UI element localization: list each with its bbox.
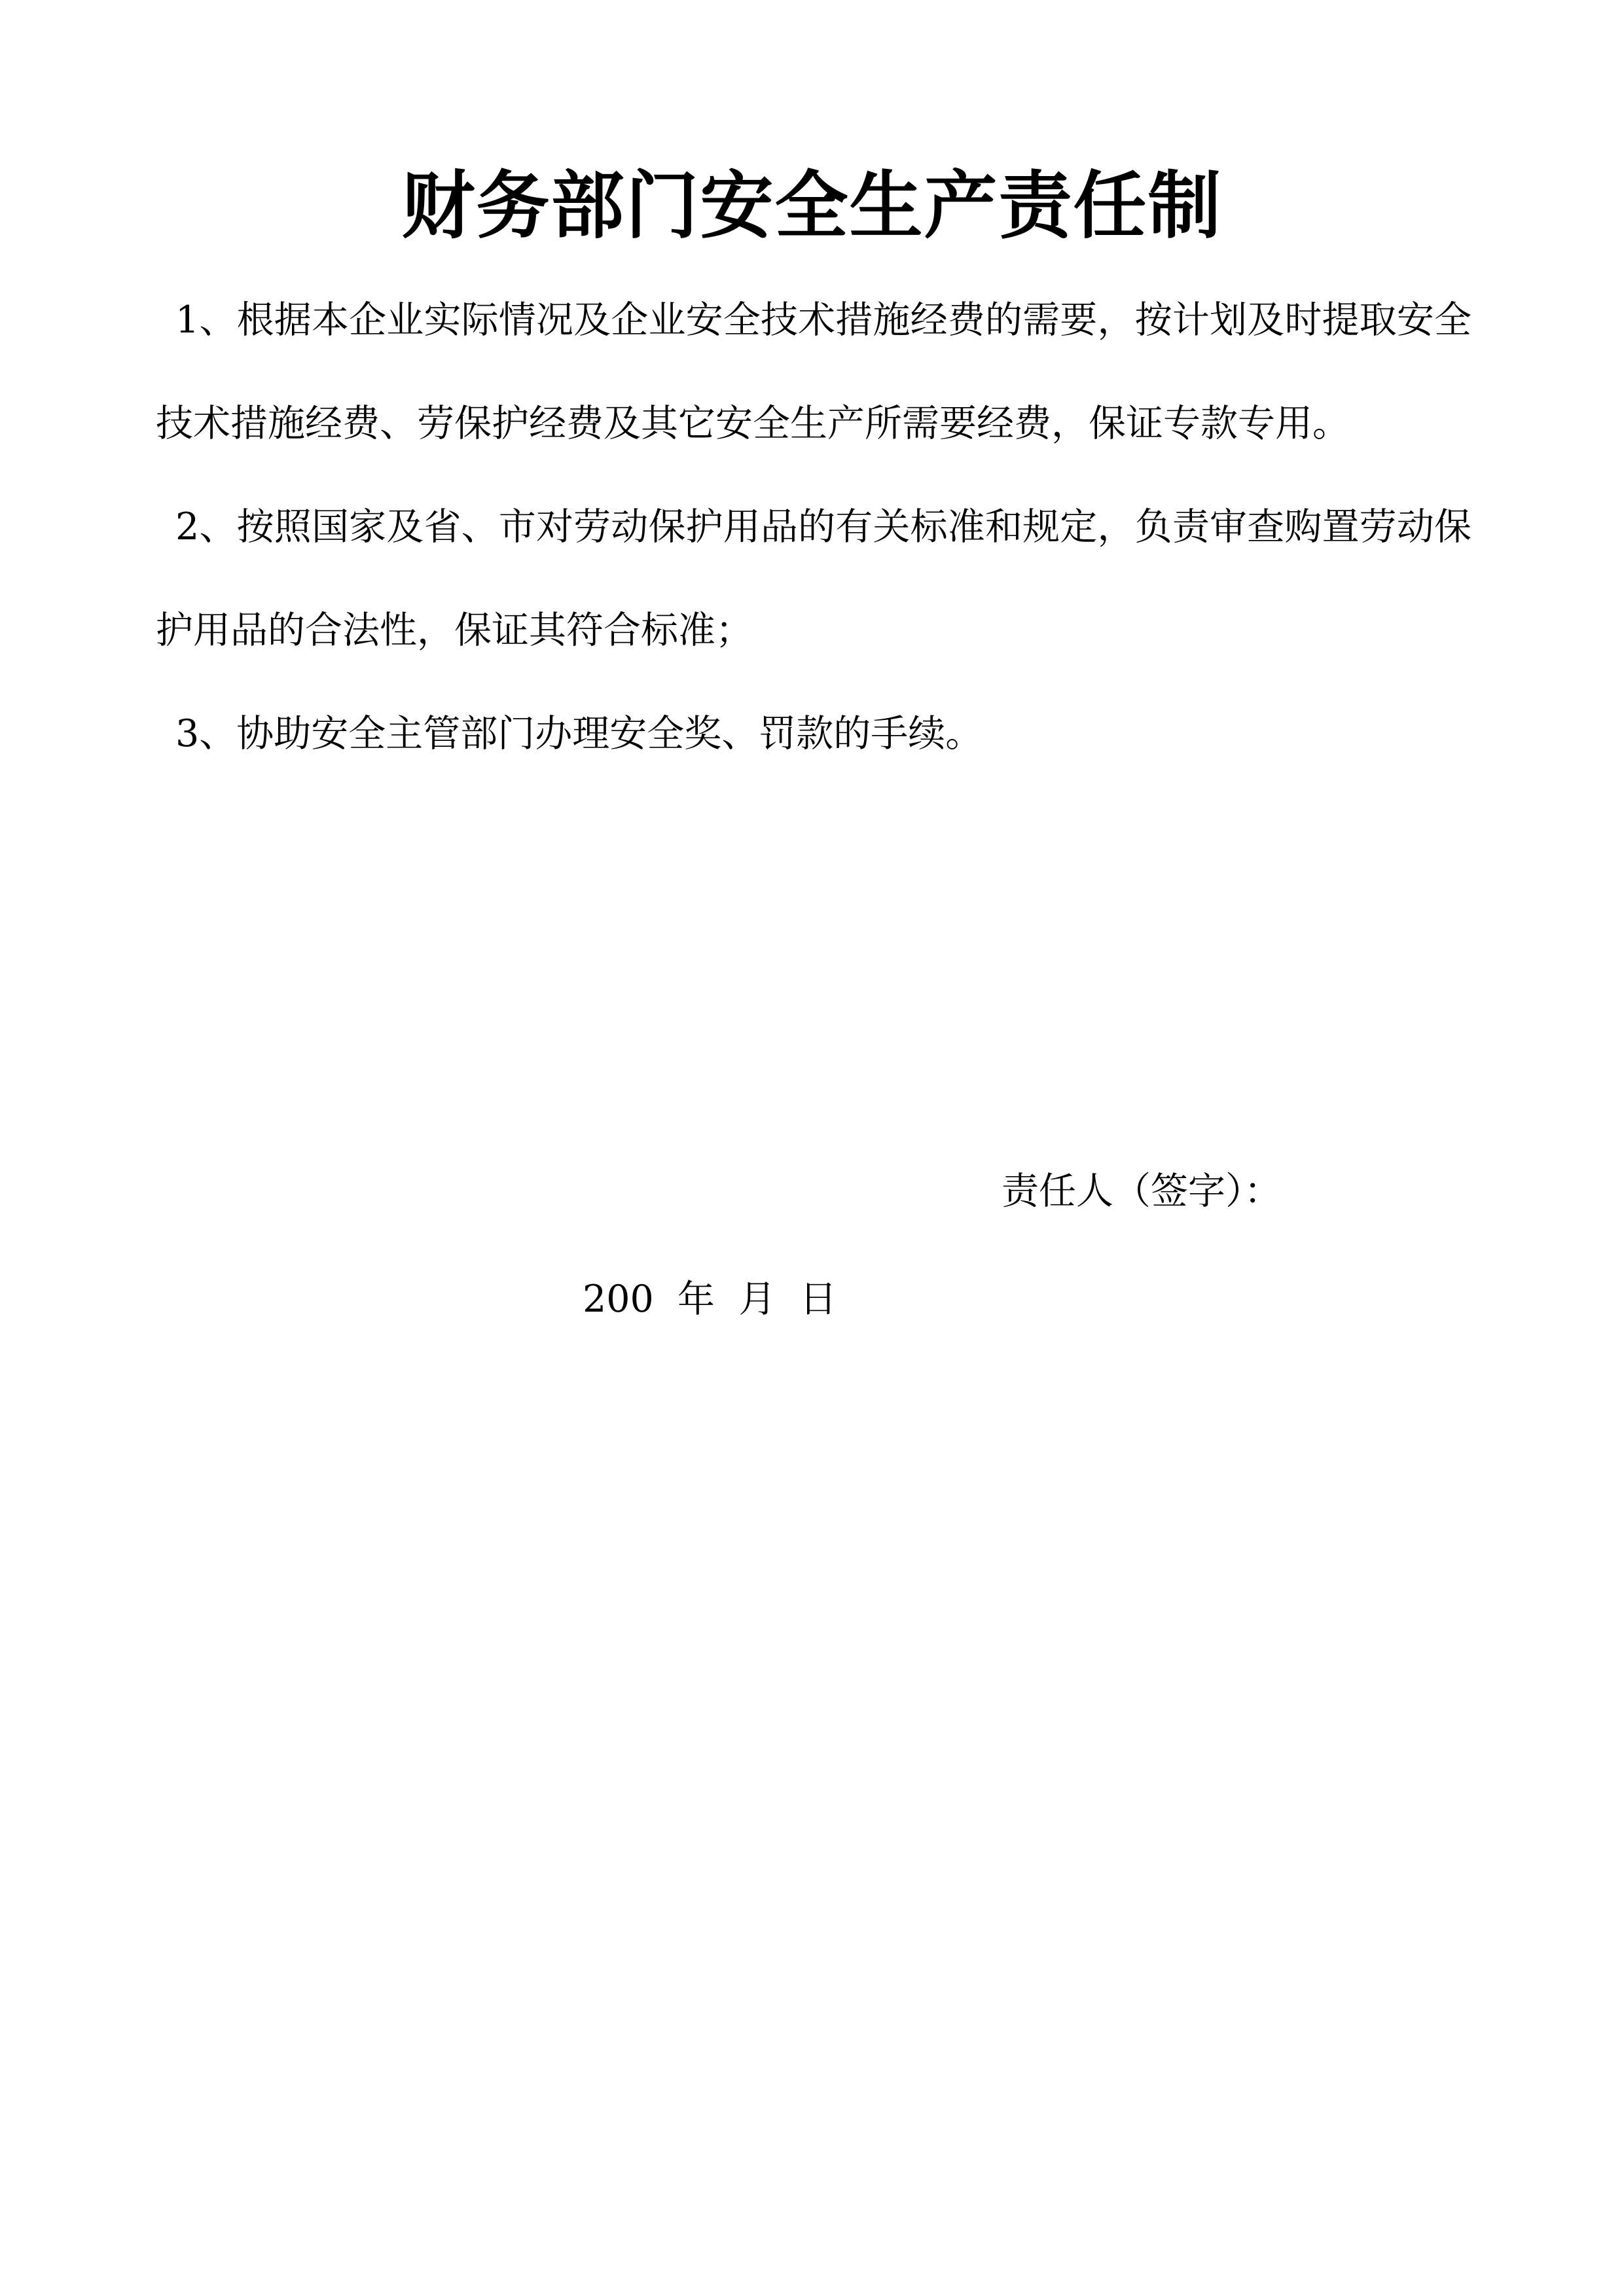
clause-3-text: 3、协助安全主管部门办理安全奖、罚款的手续。: [175, 712, 983, 755]
signature-label: 责任人（签字）：: [1001, 1170, 1282, 1213]
clause-2: [156, 475, 1471, 682]
clause-1-text: 1、根据本企业实际情况及企业安全技术措施经费的需要，按计划及时提取安全技术措施经费、劳保护经费及其它安全生产所需要经费，保证专款专用。: [156, 298, 1471, 445]
document-title: 财务部门安全生产责任制: [401, 164, 1223, 249]
clause-2-text: 2、按照国家及省、市对劳动保护用品的有关标准和规定，负责审查购置劳动保护用品的合法性，保证其符合标准；: [156, 505, 1471, 652]
date-line: 200 年 月 日: [583, 1278, 837, 1321]
clause-1: [156, 268, 1471, 475]
document-body: [156, 268, 1471, 785]
clause-3: [156, 682, 1471, 785]
